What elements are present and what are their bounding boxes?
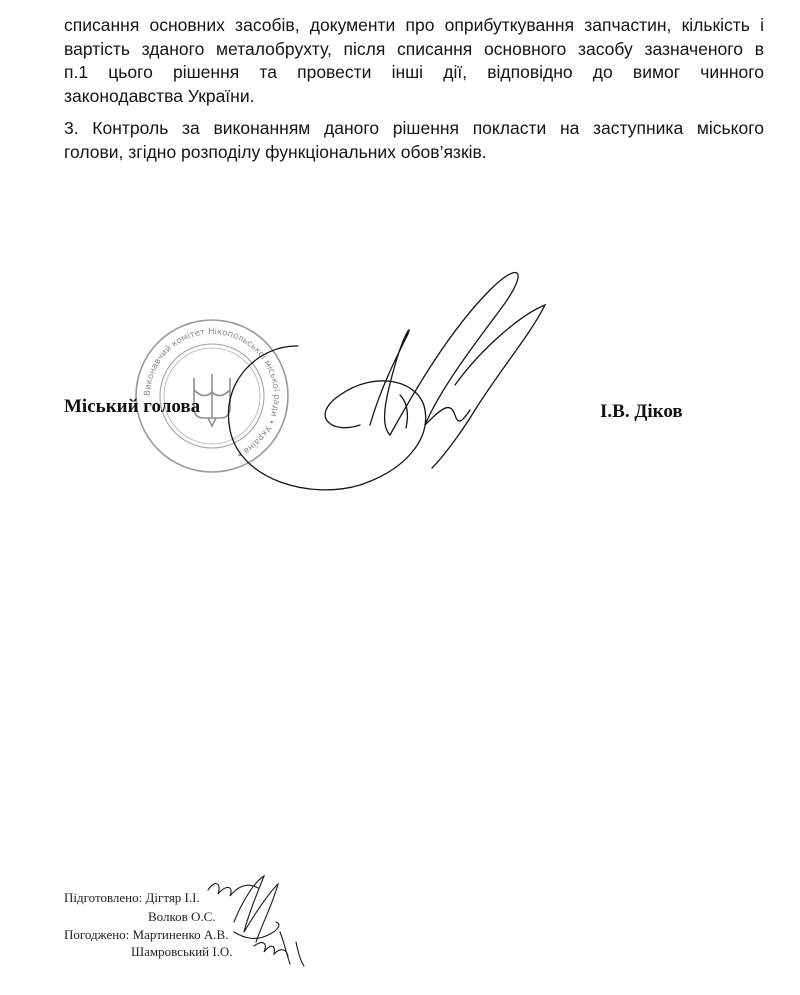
paragraph-line: п.1 цього рішення та провести інші дії, відповідно до вимог чинного [64, 62, 764, 82]
approved-by: Погоджено: Мартиненко А.В. [64, 927, 229, 942]
paragraph-line: 3. Контроль за виконанням даного рішення покласти на заступника міського [64, 118, 764, 138]
paragraph-line: законодавства України. [64, 85, 255, 106]
paragraph-line: голови, згідно розподілу функціональних обов’язків. [64, 141, 487, 162]
prepared-by-2: Волков О.С. [148, 909, 216, 924]
paragraph-continuation [64, 14, 764, 108]
prepared-by: Підготовлено: Дігтяр І.І. [64, 890, 200, 905]
initials-signatures [204, 872, 314, 972]
mayor-signature [200, 250, 580, 520]
signatory-title: Міський голова [64, 396, 201, 417]
signatory-name: І.В. Діков [600, 401, 683, 422]
paragraph-line: списання основних засобів, документи про оприбуткування запчастин, кількість і [64, 15, 764, 35]
paragraph-control [64, 117, 764, 164]
stamp-text: Виконавчий комітет Нікопольської міської ради • Україна • [142, 326, 282, 460]
approved-by-2: Шамровський І.О. [131, 944, 233, 959]
paragraph-line: вартість зданого металобрухту, після списання основного засобу зазначеного в [64, 38, 764, 59]
